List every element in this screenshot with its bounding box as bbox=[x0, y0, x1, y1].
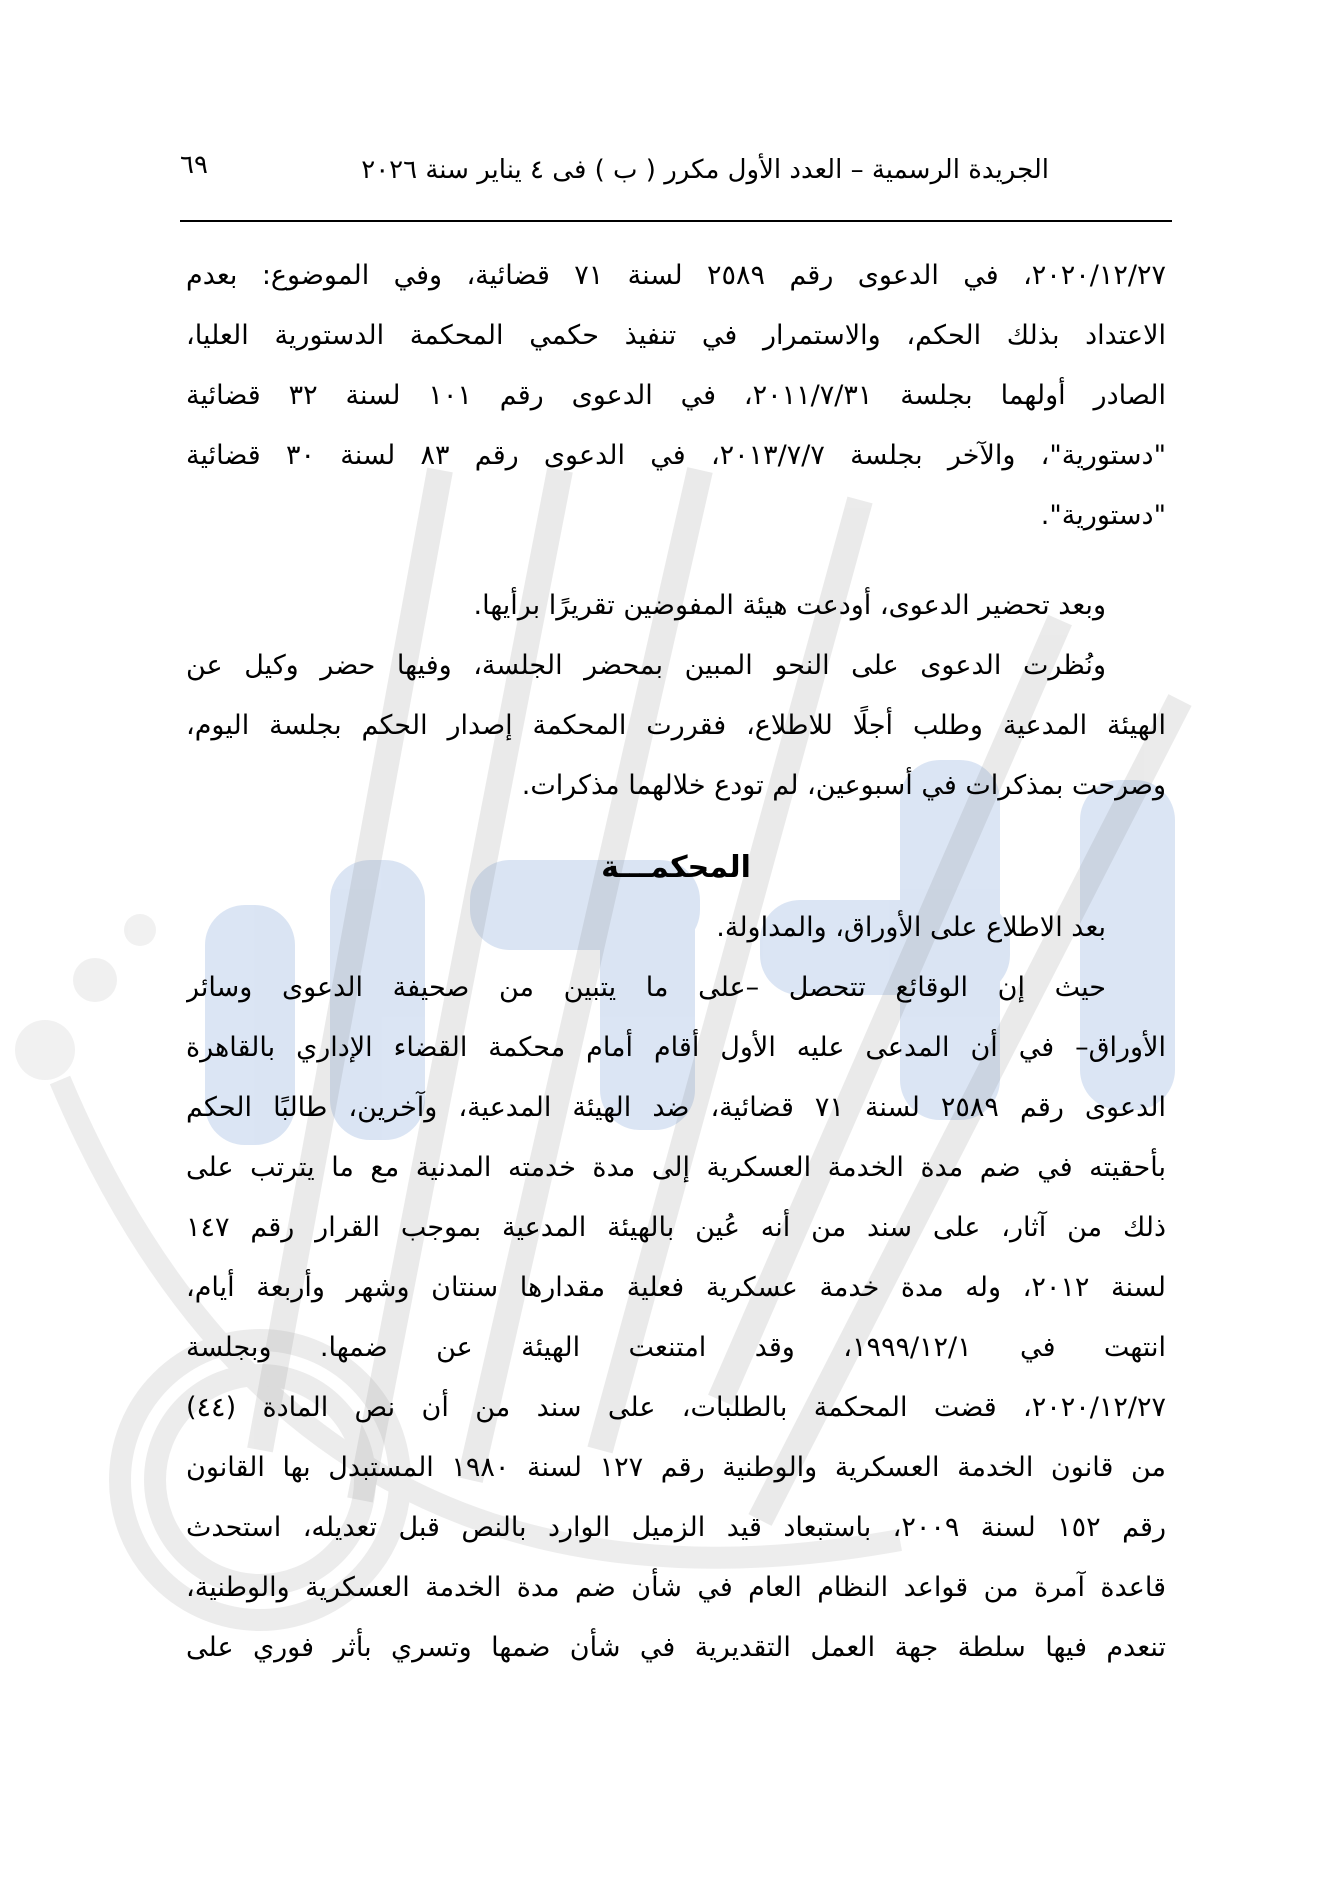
spacer bbox=[186, 816, 1166, 838]
header-rule bbox=[180, 220, 1172, 222]
paragraph-3 bbox=[186, 636, 1166, 816]
paragraph-5 bbox=[186, 958, 1166, 1678]
section-heading: المحكمـــة bbox=[601, 850, 751, 885]
text-line: الأوراق– في أن المدعى عليه الأول أقام أمام محكمة القضاء الإداري بالقاهرة bbox=[186, 1032, 1166, 1063]
header-title: الجريدة الرسمية – العدد الأول مكرر ( ب ) فى ٤ يناير سنة ٢٠٢٦ bbox=[361, 155, 1049, 185]
page-number: ٦٩ bbox=[180, 150, 208, 180]
text-line: "دستورية"، والآخر بجلسة ٢٠١٣/٧/٧، في الدعوى رقم ٨٣ لسنة ٣٠ قضائية bbox=[186, 440, 1166, 471]
paragraph-1 bbox=[186, 246, 1166, 546]
text-line: رقم ١٥٢ لسنة ٢٠٠٩، باستبعاد قيد الزميل الوارد بالنص قبل تعديله، استحدث bbox=[186, 1512, 1166, 1543]
text-line: وبعد تحضير الدعوى، أودعت هيئة المفوضين تقريرًا برأيها. bbox=[473, 590, 1106, 621]
text-line: لسنة ٢٠١٢، وله مدة خدمة عسكرية فعلية مقدارها سنتان وشهر وأربعة أيام، bbox=[186, 1272, 1166, 1303]
text-line: الصادر أولهما بجلسة ٢٠١١/٧/٣١، في الدعوى رقم ١٠١ لسنة ٣٢ قضائية bbox=[186, 380, 1166, 411]
text-line: ونُظرت الدعوى على النحو المبين بمحضر الجلسة، وفيها حضر وكيل عن bbox=[186, 650, 1106, 681]
text-line: الاعتداد بذلك الحكم، والاستمرار في تنفيذ حكمي المحكمة الدستورية العليا، bbox=[186, 320, 1166, 351]
text-line: الدعوى رقم ٢٥٨٩ لسنة ٧١ قضائية، ضد الهيئة المدعية، وآخرين، طالبًا الحكم bbox=[186, 1092, 1166, 1123]
text-line: تنعدم فيها سلطة جهة العمل التقديرية في شأن ضمها وتسري بأثر فوري على bbox=[186, 1632, 1166, 1663]
text-line: قاعدة آمرة من قواعد النظام العام في شأن ضم مدة الخدمة العسكرية والوطنية، bbox=[186, 1572, 1166, 1603]
text-line: انتهت في ١٩٩٩/١٢/١، وقد امتنعت الهيئة عن ضمها. وبجلسة bbox=[186, 1332, 1166, 1363]
document-body bbox=[186, 246, 1166, 1678]
paragraph-2 bbox=[186, 576, 1166, 636]
text-line: بأحقيته في ضم مدة الخدمة العسكرية إلى مدة خدمته المدنية مع ما يترتب على bbox=[186, 1152, 1166, 1183]
text-line: ٢٠٢٠/١٢/٢٧، قضت المحكمة بالطلبات، على سند من أن نص المادة (٤٤) bbox=[186, 1392, 1166, 1423]
text-line: الهيئة المدعية وطلب أجلًا للاطلاع، فقررت المحكمة إصدار الحكم بجلسة اليوم، bbox=[186, 710, 1166, 741]
text-line: من قانون الخدمة العسكرية والوطنية رقم ١٢٧ لسنة ١٩٨٠ المستبدل بها القانون bbox=[186, 1452, 1166, 1483]
text-line: حيث إن الوقائع تتحصل –على ما يتبين من صحيفة الدعوى وسائر bbox=[186, 972, 1106, 1003]
text-line: وصرحت بمذكرات في أسبوعين، لم تودع خلالهما مذكرات. bbox=[521, 770, 1166, 801]
text-line: "دستورية". bbox=[1040, 500, 1166, 531]
spacer bbox=[186, 546, 1166, 576]
text-line: ذلك من آثار، على سند من أنه عُين بالهيئة المدعية بموجب القرار رقم ١٤٧ bbox=[186, 1212, 1166, 1243]
paragraph-4 bbox=[186, 898, 1166, 958]
text-line: ٢٠٢٠/١٢/٢٧، في الدعوى رقم ٢٥٨٩ لسنة ٧١ قضائية، وفي الموضوع: بعدم bbox=[186, 260, 1166, 291]
text-line: بعد الاطلاع على الأوراق، والمداولة. bbox=[716, 912, 1106, 943]
